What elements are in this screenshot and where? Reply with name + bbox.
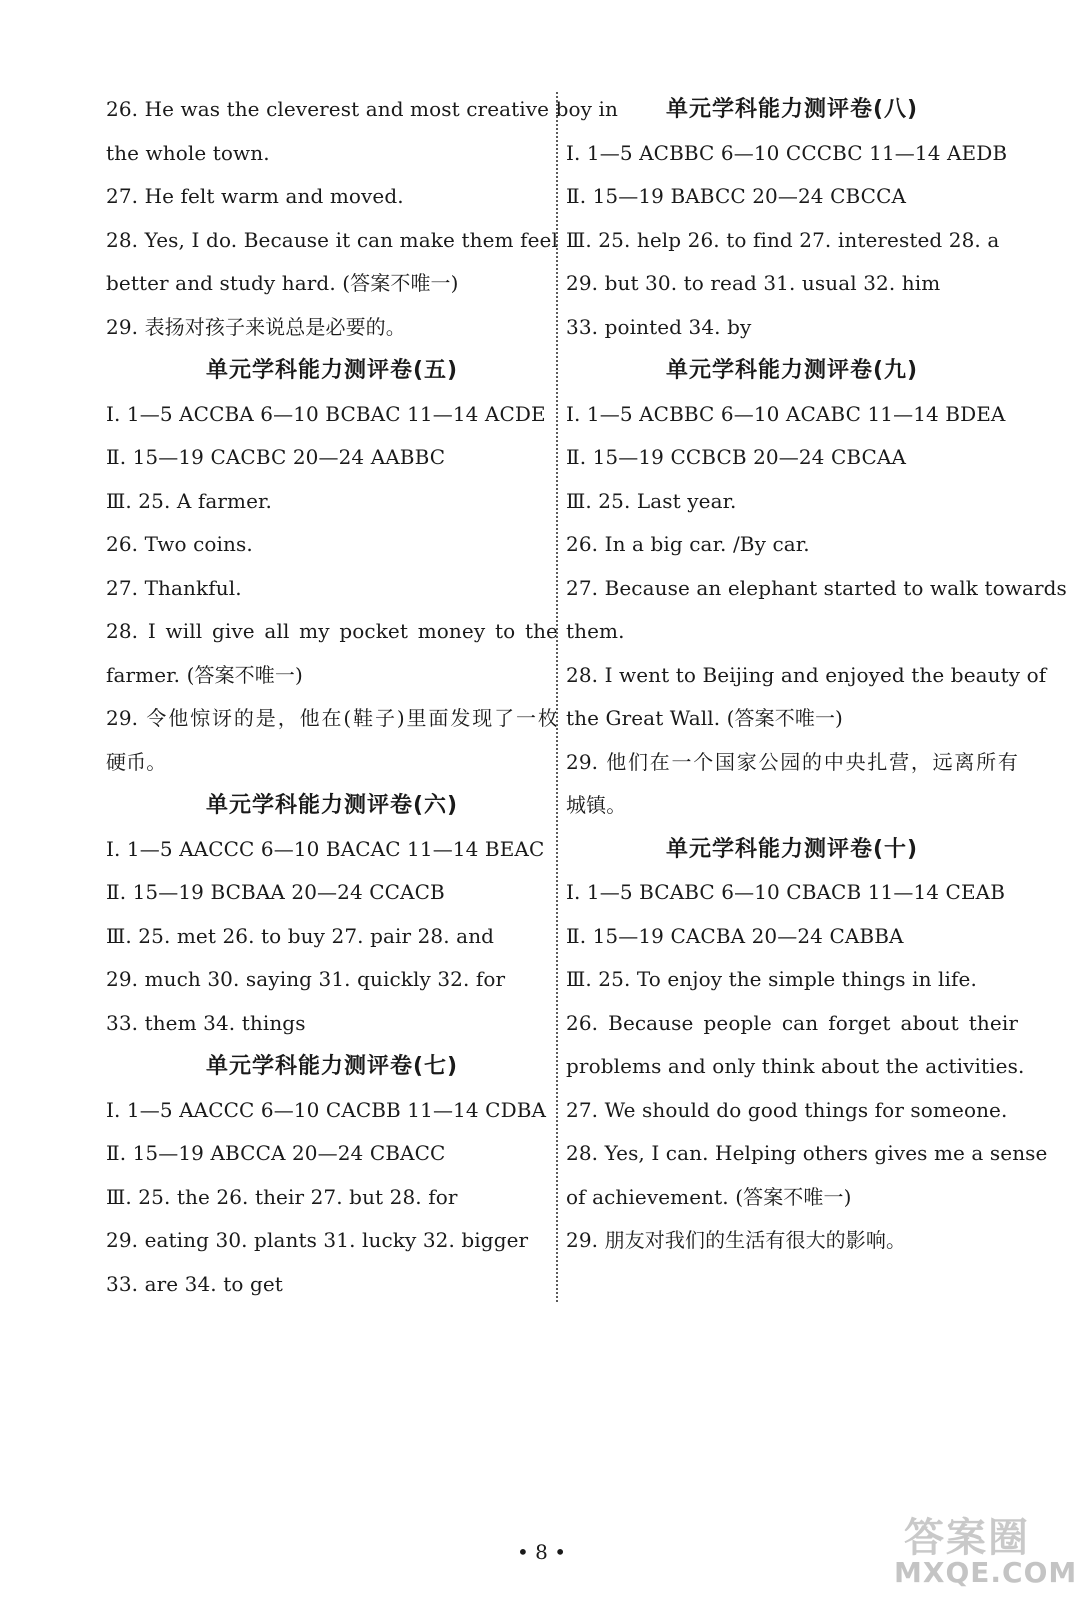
answer-line: Ⅰ. 1—5 ACCBA 6—10 BCBAC 11—14 ACDE [106, 401, 546, 426]
answer-line: Ⅰ. 1—5 AACCC 6—10 BACAC 11—14 BEAC [106, 836, 545, 861]
watermark-cn: 答案圈 [904, 1515, 1030, 1561]
section-heading: 单元学科能力测评卷(五) [205, 358, 459, 383]
answer-line: Ⅲ. 25. A farmer. [106, 488, 272, 513]
watermark-en: MXQE.COM [894, 1556, 1078, 1589]
answer-line: 26. He was the cleverest and most creative boy in [106, 97, 618, 121]
answer-line: Ⅲ. 25. help 26. to find 27. interested 28. a [566, 227, 1000, 252]
answer-line: them. [566, 619, 625, 643]
answer-line: 28. Yes, I do. Because it can make them feel [106, 227, 558, 252]
answer-line: the whole town. [106, 140, 270, 165]
answer-line: Ⅱ. 15—19 CACBC 20—24 AABBC [106, 445, 446, 469]
section-heading: 单元学科能力测评卷(六) [205, 793, 459, 818]
right-column [566, 88, 1067, 1263]
answer-line: 27. We should do good things for someone. [566, 1097, 1008, 1122]
page-number: • 8 • [516, 1540, 567, 1564]
section-heading: 单元学科能力测评卷(十) [665, 836, 919, 862]
section-heading: 单元学科能力测评卷(九) [665, 358, 919, 383]
answer-line: Ⅲ. 25. Last year. [566, 488, 737, 513]
answer-line: problems and only think about the activities. [566, 1054, 1025, 1078]
answer-line: of achievement. (答案不唯一) [566, 1184, 852, 1209]
answer-line: Ⅰ. 1—5 ACBBC 6—10 CCCBC 11—14 AEDB [566, 140, 1008, 165]
answer-line: 26. Two coins. [106, 532, 253, 556]
watermark-logo [894, 1506, 1078, 1592]
answer-line: Ⅱ. 15—19 CCBCB 20—24 CBCAA [566, 445, 907, 469]
answer-line: 27. Thankful. [106, 575, 242, 600]
answer-line: Ⅲ. 25. met 26. to buy 27. pair 28. and [106, 923, 495, 948]
answer-line: 29. 令他惊讶的是，他在(鞋子)里面发现了一枚 [106, 706, 558, 730]
answer-line: better and study hard. (答案不唯一) [106, 271, 459, 295]
answer-line: Ⅲ. 25. To enjoy the simple things in life. [566, 967, 977, 991]
answer-line: 27. Because an elephant started to walk towards [566, 575, 1067, 600]
column-divider [556, 92, 558, 1302]
answer-line: Ⅰ. 1—5 BCABC 6—10 CBACB 11—14 CEAB [566, 880, 1005, 904]
answer-line: 26. Because people can forget about their [566, 1010, 1018, 1035]
answer-line: 城镇。 [566, 793, 627, 817]
answer-line: 29. 朋友对我们的生活有很大的影响。 [566, 1228, 907, 1252]
answer-line: 27. He felt warm and moved. [106, 184, 404, 208]
answer-line: Ⅱ. 15—19 ABCCA 20—24 CBACC [106, 1141, 446, 1165]
answer-line: 33. them 34. things [106, 1010, 306, 1035]
answer-line: 26. In a big car. /By car. [566, 532, 810, 556]
answer-line: 29. 他们在一个国家公园的中央扎营，远离所有 [566, 749, 1018, 774]
answer-line: 29. much 30. saying 31. quickly 32. for [106, 967, 506, 991]
answer-line: 29. eating 30. plants 31. lucky 32. bigger [106, 1228, 529, 1252]
answer-line: Ⅰ. 1—5 ACBBC 6—10 ACABC 11—14 BDEA [566, 401, 1006, 426]
answer-line: the Great Wall. (答案不唯一) [566, 706, 843, 730]
section-heading: 单元学科能力测评卷(七) [205, 1054, 459, 1079]
answer-line: 硬币。 [106, 749, 167, 774]
answer-line: Ⅱ. 15—19 BABCC 20—24 CBCCA [566, 184, 907, 208]
answer-line: Ⅱ. 15—19 BCBAA 20—24 CCACB [106, 880, 445, 904]
section-heading: 单元学科能力测评卷(八) [665, 97, 919, 122]
answer-line: 28. I went to Beijing and enjoyed the beauty of [566, 662, 1047, 687]
answer-line: 28. Yes, I can. Helping others gives me a sense [566, 1141, 1048, 1165]
answer-line: 28. I will give all my pocket money to the [106, 619, 558, 643]
answer-line: 33. are 34. to get [106, 1271, 283, 1296]
answer-line: 29. 表扬对孩子来说总是必要的。 [106, 314, 406, 339]
answer-line: farmer. (答案不唯一) [106, 662, 303, 687]
answer-line: Ⅲ. 25. the 26. their 27. but 28. for [106, 1184, 458, 1209]
answer-line: Ⅰ. 1—5 AACCC 6—10 CACBB 11—14 CDBA [106, 1097, 547, 1122]
answer-line: Ⅱ. 15—19 CACBA 20—24 CABBA [566, 923, 904, 948]
answer-line: 29. but 30. to read 31. usual 32. him [566, 271, 941, 295]
answer-line: 33. pointed 34. by [566, 314, 752, 339]
